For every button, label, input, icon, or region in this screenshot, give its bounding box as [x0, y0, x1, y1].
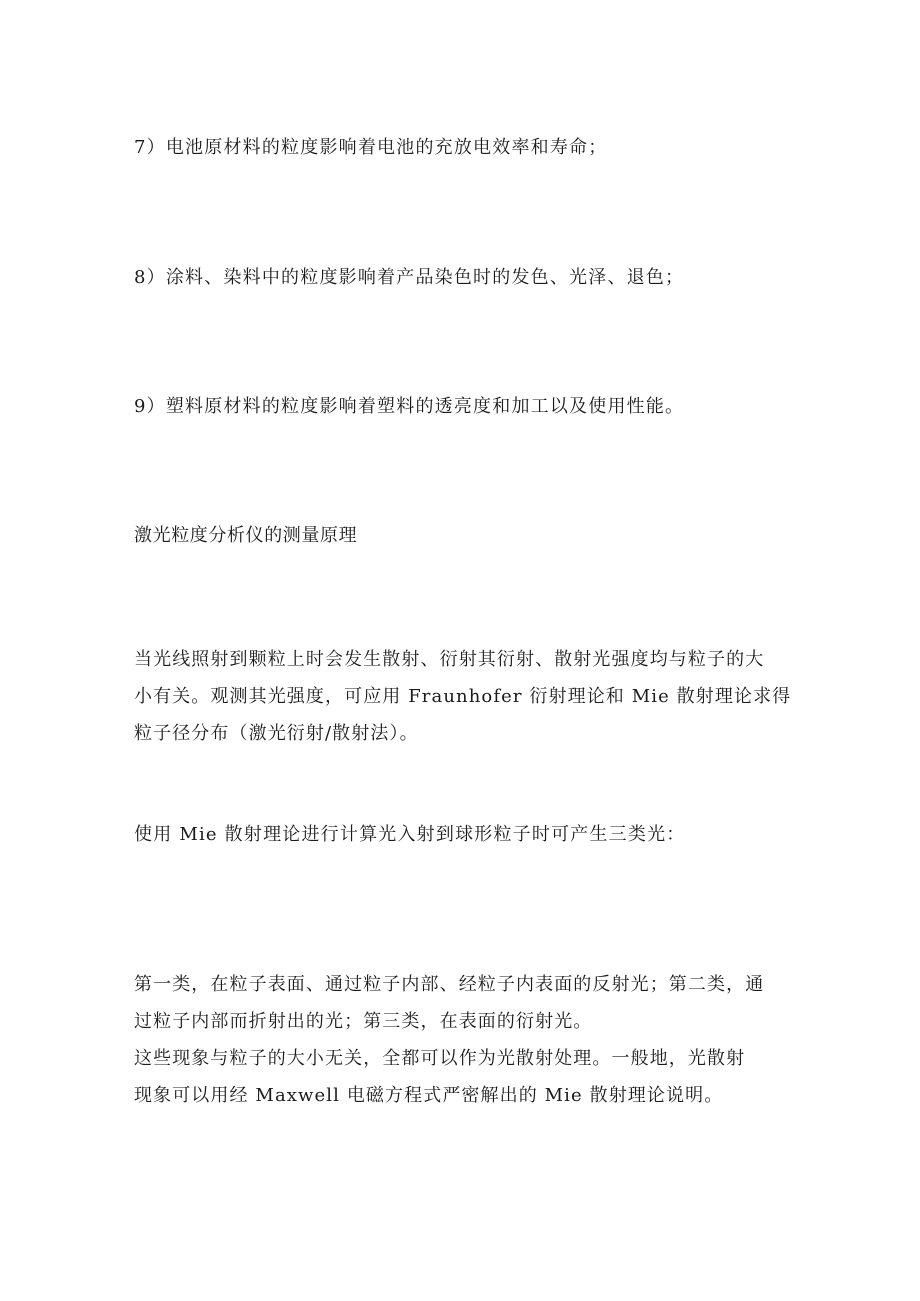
list-item-7: 7）电池原材料的粒度影响着电池的充放电效率和寿命； — [134, 137, 608, 158]
list-item-9: 9）塑料原材料的粒度影响着塑料的透亮度和加工以及使用性能。 — [134, 396, 685, 417]
section-title: 激光粒度分析仪的测量原理 — [134, 525, 358, 546]
paragraph-line: 这些现象与粒子的大小无关，全都可以作为光散射处理。一般地，光散射 — [134, 1048, 746, 1069]
paragraph-line: 现象可以用经 Maxwell 电磁方程式严密解出的 Mie 散射理论说明。 — [134, 1085, 724, 1106]
paragraph-line: 当光线照射到颗粒上时会发生散射、衍射其衍射、散射光强度均与粒子的大 — [134, 649, 765, 670]
paragraph-three-kinds — [134, 966, 790, 1114]
paragraph-principle — [134, 641, 790, 752]
paragraph-line: 第一类，在粒子表面、通过粒子内部、经粒子内表面的反射光；第二类，通 — [134, 974, 765, 995]
paragraph-line: 小有关。观测其光强度，可应用 Fraunhofer 衍射理论和 Mie 散射理论求得 — [134, 686, 792, 707]
paragraph-mie-intro: 使用 Mie 散射理论进行计算光入射到球形粒子时可产生三类光： — [134, 824, 686, 845]
paragraph-line: 过粒子内部而折射出的光；第三类，在表面的衍射光。 — [134, 1011, 593, 1032]
paragraph-line: 粒子径分布（激光衍射/散射法）。 — [134, 723, 419, 744]
list-item-8: 8）涂料、染料中的粒度影响着产品染色时的发色、光泽、退色； — [134, 267, 685, 288]
